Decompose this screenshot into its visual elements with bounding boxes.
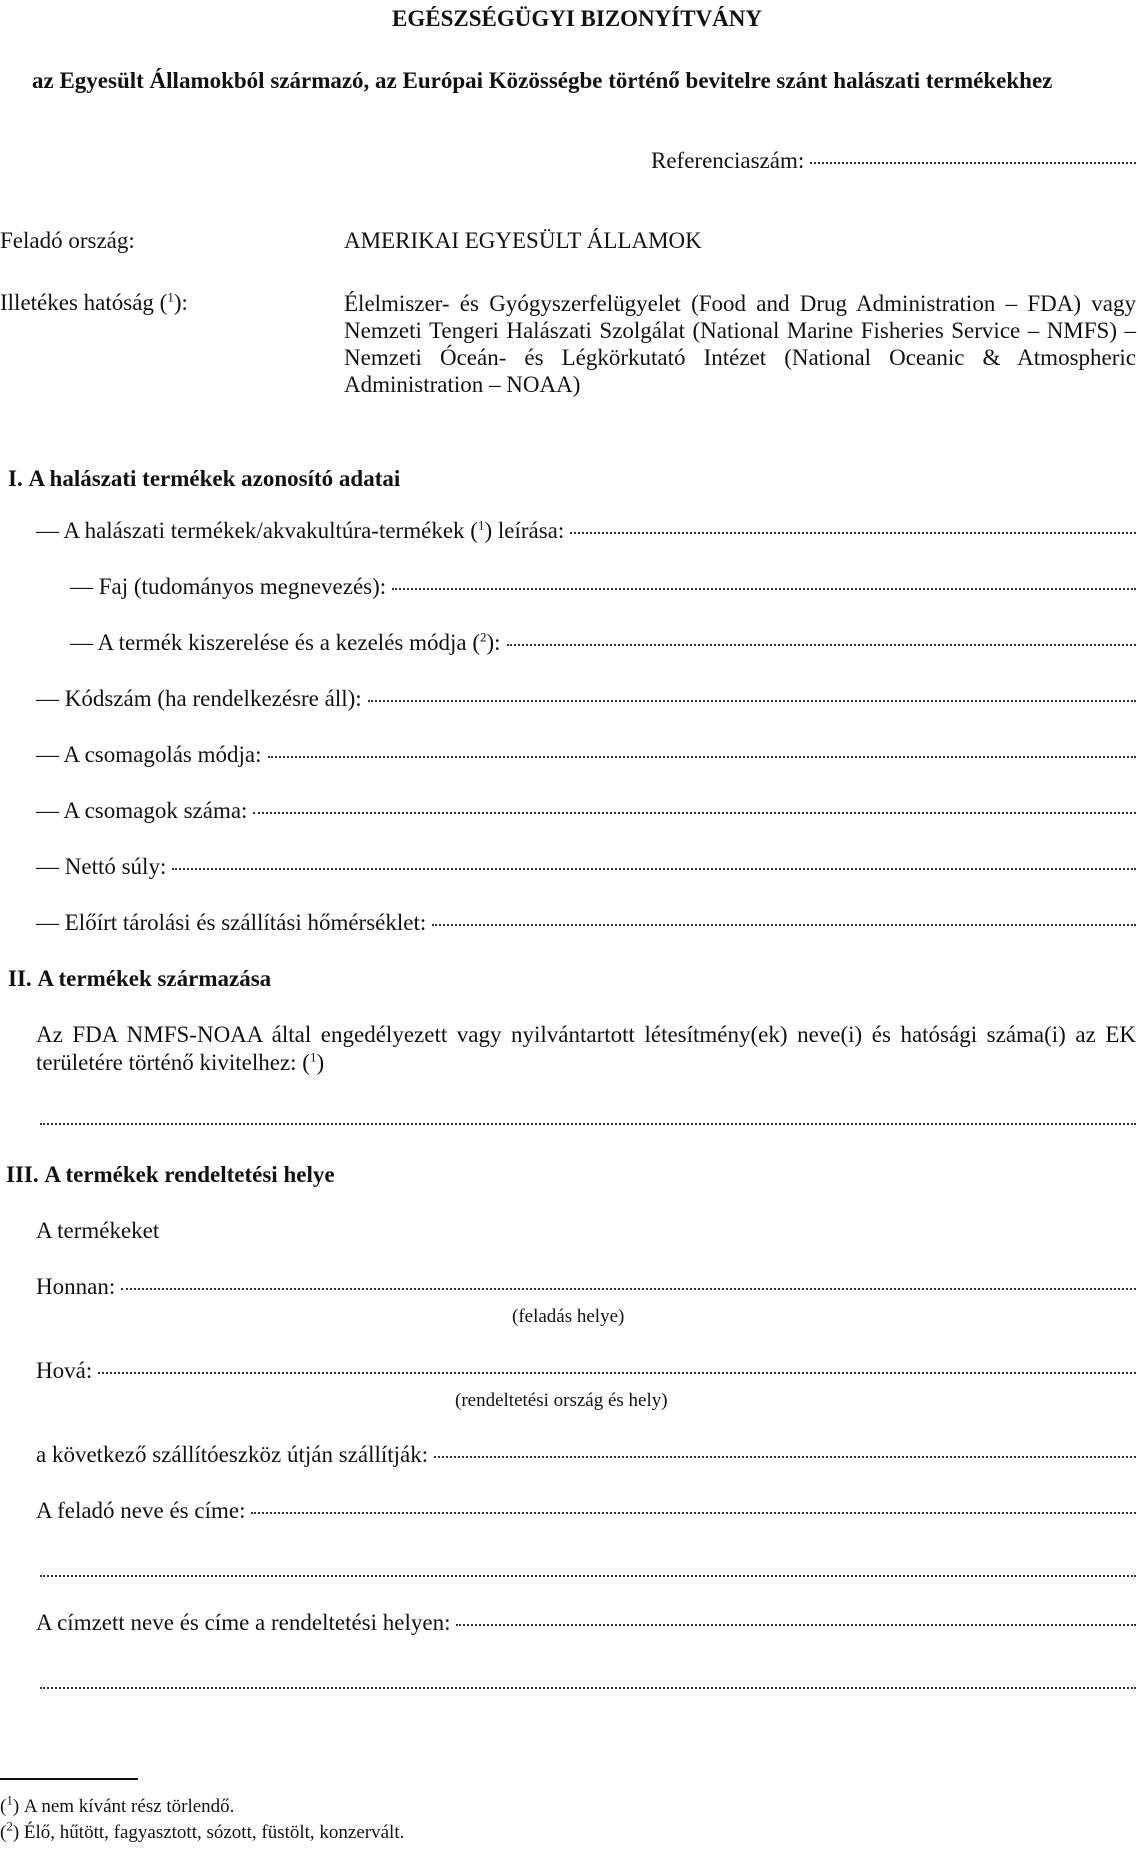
document-title: EGÉSZSÉGÜGYI BIZONYÍTVÁNY bbox=[392, 6, 763, 31]
footnote-separator bbox=[0, 1778, 138, 1780]
from-label: Honnan: bbox=[36, 1274, 116, 1299]
code-dotted-line[interactable] bbox=[368, 699, 1136, 702]
species-field[interactable] bbox=[70, 574, 1136, 600]
temperature-label: — Előírt tárolási és szállítási hőmérséklet: bbox=[36, 910, 427, 935]
product-description-dotted-line[interactable] bbox=[570, 531, 1136, 534]
authority-label: Illetékes hatóság ($^1$): bbox=[0, 289, 188, 315]
country-label: Feladó ország: bbox=[0, 228, 135, 253]
packages-count-dotted-line[interactable] bbox=[253, 811, 1136, 814]
code-label: — Kódszám (ha rendelkezésre áll): bbox=[36, 686, 362, 711]
to-caption: (rendeltetési ország és hely) bbox=[455, 1390, 668, 1411]
transport-dotted-line[interactable] bbox=[434, 1455, 1136, 1458]
net-weight-dotted-line[interactable] bbox=[172, 867, 1136, 870]
section-2-heading: II. A termékek származása bbox=[8, 966, 272, 991]
temperature-field[interactable] bbox=[36, 910, 1136, 936]
from-caption: (feladás helye) bbox=[512, 1306, 625, 1327]
product-description-label: — A halászati termékek/akvakultúra-termékek ($^1$) leírása: bbox=[36, 517, 565, 543]
species-dotted-line[interactable] bbox=[392, 587, 1136, 590]
packaging-field[interactable] bbox=[36, 742, 1136, 768]
packaging-dotted-line[interactable] bbox=[268, 755, 1136, 758]
establishments-dotted-line[interactable] bbox=[40, 1122, 1136, 1125]
net-weight-label: — Nettó súly: bbox=[36, 854, 167, 879]
packages-count-label: — A csomagok száma: bbox=[36, 798, 248, 823]
from-field[interactable] bbox=[36, 1274, 1136, 1300]
footnote-1: ($^1$) A nem kívánt rész törlendő. bbox=[0, 1792, 235, 1817]
species-label: — Faj (tudományos megnevezés): bbox=[70, 574, 387, 599]
presentation-field[interactable] bbox=[70, 630, 1136, 656]
footnote-2: ($^2$) Élő, hűtött, fagyasztott, sózott, füstölt, konzervált. bbox=[0, 1818, 405, 1843]
transport-field[interactable] bbox=[36, 1442, 1136, 1468]
country-value: AMERIKAI EGYESÜLT ÁLLAMOK bbox=[344, 228, 702, 253]
from-dotted-line[interactable] bbox=[121, 1287, 1136, 1290]
presentation-dotted-line[interactable] bbox=[507, 643, 1136, 646]
to-field[interactable] bbox=[36, 1358, 1136, 1384]
reference-number-field[interactable] bbox=[651, 148, 1136, 174]
consignee-address-dotted-line[interactable] bbox=[456, 1623, 1136, 1626]
consignor-address-extra-line[interactable] bbox=[40, 1574, 1136, 1577]
code-field[interactable] bbox=[36, 686, 1136, 712]
consignor-address-label: A feladó neve és címe: bbox=[36, 1498, 246, 1523]
consignee-address-extra-line[interactable] bbox=[40, 1686, 1136, 1689]
destination-intro: A termékeket bbox=[36, 1218, 160, 1243]
consignee-address-label: A címzett neve és címe a rendeltetési helyen: bbox=[36, 1610, 451, 1635]
presentation-label: — A termék kiszerelése és a kezelés módja ($^2$): bbox=[70, 629, 501, 655]
net-weight-field[interactable] bbox=[36, 854, 1136, 880]
consignor-address-dotted-line[interactable] bbox=[251, 1511, 1136, 1514]
establishments-text: Az FDA NMFS-NOAA által engedélyezett vagy nyilvántartott létesítmény(ek) neve(i) és hatósági száma(i) az EK területére történő kivitelhez: ($^1$) bbox=[36, 1022, 1136, 1075]
consignee-address-field[interactable] bbox=[36, 1610, 1136, 1636]
document-subtitle: az Egyesült Államokból származó, az Európai Közösségbe történő bevitelre szánt halászati termékekhez bbox=[32, 68, 1053, 93]
product-description-field[interactable] bbox=[36, 518, 1136, 544]
section-3-heading: III. A termékek rendeltetési helye bbox=[6, 1162, 335, 1187]
section-1-heading: I. A halászati termékek azonosító adatai bbox=[8, 466, 401, 491]
reference-dotted-line[interactable] bbox=[810, 161, 1136, 164]
consignor-address-field[interactable] bbox=[36, 1498, 1136, 1524]
packages-count-field[interactable] bbox=[36, 798, 1136, 824]
temperature-dotted-line[interactable] bbox=[432, 923, 1136, 926]
to-dotted-line[interactable] bbox=[98, 1371, 1136, 1374]
authority-value: Élelmiszer- és Gyógyszerfelügyelet (Food and Drug Administration – FDA) vagy Nemzeti Tengeri Halászati Szolgálat (National Marine Fisheries Service – NMFS) – Nemzeti Óceán- és Légkörkutató Intézet (National Oceanic & Atmospheric Administration – NOAA) bbox=[344, 291, 1136, 397]
to-label: Hová: bbox=[36, 1358, 93, 1383]
reference-label: Referenciaszám: bbox=[651, 148, 805, 173]
packaging-label: — A csomagolás módja: bbox=[36, 742, 262, 767]
transport-label: a következő szállítóeszköz útján szállítják: bbox=[36, 1442, 429, 1467]
